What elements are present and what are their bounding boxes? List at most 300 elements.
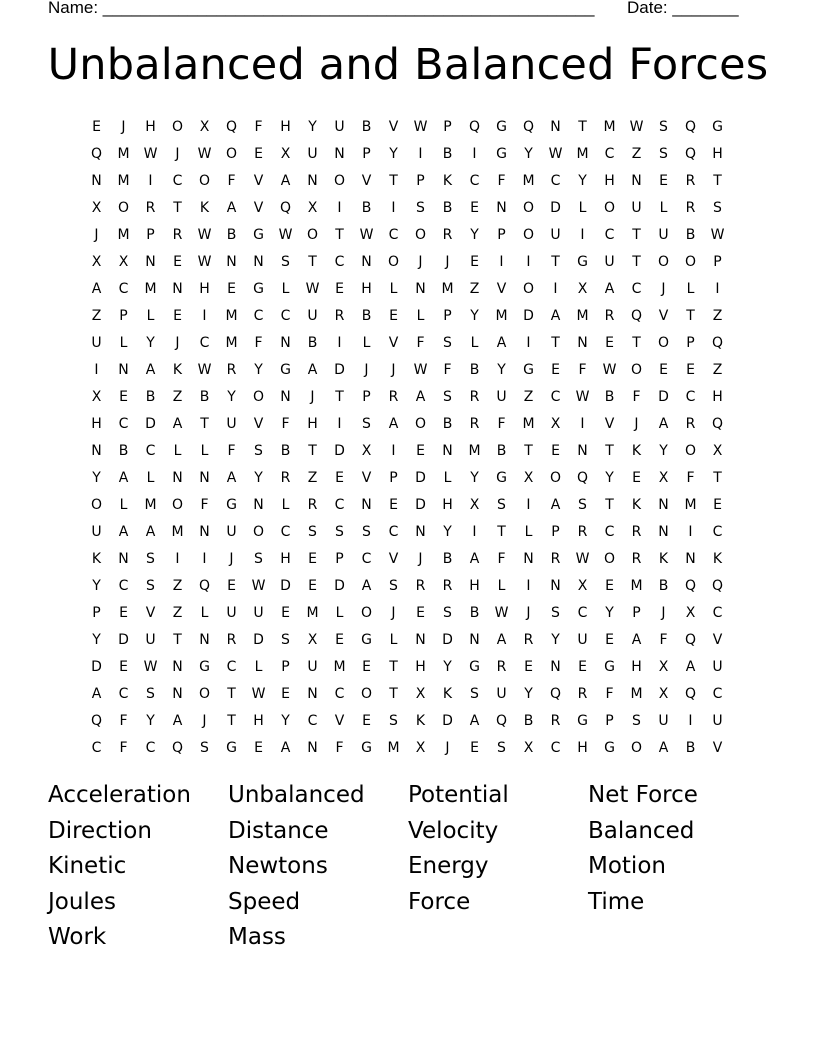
grid-letter: H xyxy=(712,388,723,405)
grid-letter: I xyxy=(688,523,693,540)
grid-letter: M xyxy=(441,280,454,297)
grid-letter: Y xyxy=(605,469,614,486)
grid-letter: S xyxy=(497,496,506,513)
grid-letter: G xyxy=(604,658,615,675)
grid-letter: C xyxy=(334,253,345,270)
grid-letter: O xyxy=(603,550,616,567)
grid-letter: Q xyxy=(279,199,292,216)
grid-letter: O xyxy=(360,604,373,621)
grid-letter: B xyxy=(442,415,453,432)
grid-letter: C xyxy=(361,550,372,567)
grid-letter: R xyxy=(577,523,588,540)
grid-letter: S xyxy=(713,199,722,216)
grid-letter: F xyxy=(497,550,506,567)
grid-letter: X xyxy=(91,388,102,405)
grid-letter: I xyxy=(688,712,693,729)
grid-letter: G xyxy=(253,280,264,297)
grid-letter: U xyxy=(496,388,507,405)
grid-letter: M xyxy=(630,685,643,702)
grid-letter: Z xyxy=(307,469,318,486)
grid-letter: N xyxy=(145,253,156,270)
grid-letter: G xyxy=(604,739,615,756)
grid-letter: O xyxy=(684,442,697,459)
grid-letter: C xyxy=(550,739,561,756)
grid-letter: D xyxy=(118,631,129,648)
grid-letter: C xyxy=(712,523,723,540)
word-list-item: Energy xyxy=(408,853,489,879)
grid-letter: A xyxy=(469,550,480,567)
grid-letter: M xyxy=(603,118,616,135)
word-list-item: Motion xyxy=(588,853,666,879)
grid-letter: D xyxy=(145,415,156,432)
grid-letter: C xyxy=(280,307,291,324)
grid-letter: S xyxy=(146,550,155,567)
grid-letter: O xyxy=(603,199,616,216)
grid-letter: F xyxy=(443,361,452,378)
grid-letter: I xyxy=(526,496,531,513)
grid-letter: P xyxy=(497,226,506,243)
grid-letter: Y xyxy=(443,523,452,540)
grid-letter: Y xyxy=(470,469,479,486)
grid-letter: C xyxy=(550,388,561,405)
grid-letter: H xyxy=(577,739,588,756)
grid-letter: B xyxy=(658,577,669,594)
grid-letter: P xyxy=(389,469,398,486)
grid-letter: R xyxy=(550,712,561,729)
grid-letter: P xyxy=(443,118,452,135)
grid-letter: I xyxy=(337,415,342,432)
grid-letter: E xyxy=(551,442,560,459)
grid-letter: L xyxy=(335,604,344,621)
grid-letter: A xyxy=(172,415,183,432)
grid-letter: U xyxy=(307,658,318,675)
grid-letter: W xyxy=(197,145,212,162)
grid-letter: I xyxy=(202,307,207,324)
grid-letter: Q xyxy=(684,631,697,648)
grid-letter: J xyxy=(202,712,207,729)
grid-letter: H xyxy=(253,712,264,729)
grid-letter: P xyxy=(713,253,722,270)
grid-letter: Q xyxy=(711,415,724,432)
grid-letter: I xyxy=(391,199,396,216)
grid-letter: A xyxy=(280,739,291,756)
grid-letter: F xyxy=(605,685,614,702)
grid-letter: W xyxy=(197,226,212,243)
grid-letter: B xyxy=(685,226,696,243)
grid-letter: S xyxy=(146,577,155,594)
grid-letter: E xyxy=(227,577,236,594)
grid-letter: T xyxy=(713,469,722,486)
grid-letter: R xyxy=(442,226,453,243)
grid-letter: D xyxy=(442,712,453,729)
grid-letter: J xyxy=(661,604,666,621)
grid-letter: L xyxy=(416,307,425,324)
grid-letter: H xyxy=(280,550,291,567)
grid-letter: T xyxy=(497,523,506,540)
grid-letter: V xyxy=(712,631,723,648)
grid-letter: R xyxy=(280,469,291,486)
grid-letter: X xyxy=(469,496,480,513)
grid-letter: G xyxy=(523,361,534,378)
grid-letter: O xyxy=(522,280,535,297)
grid-letter: F xyxy=(254,118,263,135)
grid-letter: C xyxy=(334,685,345,702)
grid-letter: C xyxy=(307,712,318,729)
word-list-item: Mass xyxy=(228,924,286,950)
word-list-item: Newtons xyxy=(228,853,328,879)
grid-letter: R xyxy=(334,307,345,324)
grid-letter: C xyxy=(118,577,129,594)
grid-letter: N xyxy=(199,523,210,540)
header xyxy=(0,0,816,20)
grid-letter: R xyxy=(685,199,696,216)
grid-letter: V xyxy=(388,550,399,567)
grid-letter: J xyxy=(445,253,450,270)
grid-letter: F xyxy=(578,361,587,378)
grid-letter: B xyxy=(361,199,372,216)
grid-letter: S xyxy=(443,388,452,405)
grid-letter: F xyxy=(335,739,344,756)
word-list-item: Force xyxy=(408,888,471,915)
grid-letter: N xyxy=(199,469,210,486)
grid-letter: I xyxy=(715,280,720,297)
grid-letter: D xyxy=(334,442,345,459)
grid-letter: E xyxy=(335,280,344,297)
grid-letter: X xyxy=(415,685,426,702)
grid-letter: E xyxy=(308,577,317,594)
grid-letter: A xyxy=(118,469,129,486)
grid-letter: W xyxy=(143,658,158,675)
grid-letter: L xyxy=(389,280,398,297)
grid-letter: X xyxy=(415,739,426,756)
grid-letter: E xyxy=(524,658,533,675)
grid-letter: A xyxy=(658,739,669,756)
grid-letter: S xyxy=(497,739,506,756)
grid-letter: I xyxy=(499,253,504,270)
grid-letter: N xyxy=(280,388,291,405)
grid-letter: B xyxy=(118,442,129,459)
grid-letter: U xyxy=(91,523,102,540)
grid-letter: C xyxy=(118,415,129,432)
grid-letter: A xyxy=(604,280,615,297)
grid-letter: E xyxy=(254,145,263,162)
grid-letter: U xyxy=(253,604,264,621)
grid-letter: E xyxy=(119,604,128,621)
grid-letter: L xyxy=(659,199,668,216)
grid-letter: S xyxy=(416,199,425,216)
grid-letter: T xyxy=(389,172,398,189)
grid-letter: J xyxy=(364,361,369,378)
grid-letter: O xyxy=(522,199,535,216)
grid-letter: V xyxy=(604,415,615,432)
grid-letter: R xyxy=(550,550,561,567)
grid-letter: R xyxy=(307,496,318,513)
grid-letter: N xyxy=(550,118,561,135)
grid-letter: N xyxy=(415,631,426,648)
grid-letter: J xyxy=(121,118,126,135)
grid-letter: E xyxy=(119,388,128,405)
grid-letter: P xyxy=(362,145,371,162)
grid-letter: F xyxy=(659,631,668,648)
grid-letter: V xyxy=(712,739,723,756)
grid-letter: Y xyxy=(551,631,560,648)
grid-letter: J xyxy=(661,280,666,297)
grid-letter: O xyxy=(684,253,697,270)
grid-letter: S xyxy=(281,253,290,270)
grid-letter: B xyxy=(226,226,237,243)
grid-letter: D xyxy=(334,577,345,594)
grid-letter: H xyxy=(145,118,156,135)
word-list-item: Work xyxy=(48,924,107,950)
grid-letter: R xyxy=(685,172,696,189)
grid-letter: N xyxy=(199,631,210,648)
grid-letter: B xyxy=(361,118,372,135)
grid-letter: V xyxy=(253,415,264,432)
grid-letter: U xyxy=(226,415,237,432)
grid-letter: D xyxy=(442,631,453,648)
grid-letter: W xyxy=(251,685,266,702)
grid-letter: P xyxy=(632,604,641,621)
grid-letter: T xyxy=(173,199,182,216)
grid-letter: A xyxy=(307,361,318,378)
grid-letter: X xyxy=(658,685,669,702)
grid-letter: M xyxy=(333,658,346,675)
grid-letter: Q xyxy=(495,712,508,729)
grid-letter: Y xyxy=(146,334,155,351)
grid-letter: I xyxy=(472,145,477,162)
grid-letter: N xyxy=(685,550,696,567)
grid-letter: P xyxy=(146,226,155,243)
grid-letter: U xyxy=(631,199,642,216)
grid-letter: F xyxy=(227,442,236,459)
grid-letter: M xyxy=(630,577,643,594)
grid-letter: F xyxy=(416,334,425,351)
grid-letter: Q xyxy=(90,712,103,729)
grid-letter: I xyxy=(553,280,558,297)
grid-letter: N xyxy=(172,658,183,675)
grid-letter: Y xyxy=(254,361,263,378)
grid-letter: H xyxy=(307,415,318,432)
grid-letter: C xyxy=(604,145,615,162)
grid-letter: E xyxy=(686,361,695,378)
grid-letter: E xyxy=(362,712,371,729)
grid-letter: W xyxy=(251,577,266,594)
grid-letter: I xyxy=(472,523,477,540)
grid-letter: Q xyxy=(171,739,184,756)
grid-letter: W xyxy=(359,226,374,243)
grid-letter: I xyxy=(526,334,531,351)
grid-letter: B xyxy=(685,739,696,756)
grid-letter: E xyxy=(254,739,263,756)
grid-letter: S xyxy=(200,739,209,756)
grid-letter: Q xyxy=(225,118,238,135)
grid-letter: S xyxy=(362,523,371,540)
grid-letter: K xyxy=(91,550,102,567)
grid-letter: Y xyxy=(92,469,101,486)
grid-letter: F xyxy=(686,469,695,486)
grid-letter: J xyxy=(175,334,180,351)
grid-letter: L xyxy=(443,469,452,486)
grid-letter: O xyxy=(360,685,373,702)
grid-letter: N xyxy=(550,577,561,594)
grid-letter: O xyxy=(252,388,265,405)
grid-letter: K xyxy=(199,199,210,216)
grid-letter: O xyxy=(414,415,427,432)
grid-letter: L xyxy=(146,469,155,486)
grid-letter: G xyxy=(361,739,372,756)
grid-letter: A xyxy=(469,712,480,729)
grid-letter: H xyxy=(415,658,426,675)
grid-letter: P xyxy=(281,658,290,675)
grid-letter: Q xyxy=(90,145,103,162)
grid-letter: C xyxy=(253,307,264,324)
grid-letter: R xyxy=(631,550,642,567)
grid-letter: Q xyxy=(198,577,211,594)
grid-letter: I xyxy=(418,145,423,162)
grid-letter: A xyxy=(550,307,561,324)
grid-letter: P xyxy=(335,550,344,567)
grid-letter: C xyxy=(118,685,129,702)
grid-letter: F xyxy=(227,172,236,189)
grid-letter: L xyxy=(254,658,263,675)
grid-letter: F xyxy=(281,415,290,432)
grid-letter: X xyxy=(577,280,588,297)
grid-letter: Q xyxy=(549,685,562,702)
grid-letter: Y xyxy=(92,577,101,594)
grid-letter: L xyxy=(281,280,290,297)
grid-letter: M xyxy=(522,415,535,432)
grid-letter: M xyxy=(306,604,319,621)
grid-letter: F xyxy=(254,334,263,351)
grid-letter: G xyxy=(253,226,264,243)
grid-letter: C xyxy=(712,604,723,621)
grid-letter: P xyxy=(686,334,695,351)
grid-letter: Z xyxy=(469,280,480,297)
grid-letter: S xyxy=(254,442,263,459)
grid-letter: S xyxy=(389,712,398,729)
grid-letter: E xyxy=(659,172,668,189)
grid-letter: S xyxy=(632,712,641,729)
grid-letter: D xyxy=(91,658,102,675)
grid-letter: Y xyxy=(281,712,290,729)
grid-letter: B xyxy=(361,307,372,324)
grid-letter: M xyxy=(144,496,157,513)
grid-letter: F xyxy=(632,388,641,405)
grid-letter: E xyxy=(470,739,479,756)
grid-letter: C xyxy=(631,280,642,297)
grid-letter: T xyxy=(173,631,182,648)
grid-letter: R xyxy=(469,388,480,405)
grid-letter: R xyxy=(577,685,588,702)
grid-letter: L xyxy=(389,631,398,648)
grid-letter: L xyxy=(578,199,587,216)
grid-letter: A xyxy=(631,631,642,648)
grid-letter: T xyxy=(389,658,398,675)
grid-letter: O xyxy=(333,172,346,189)
grid-letter: U xyxy=(577,631,588,648)
grid-letter: R xyxy=(631,523,642,540)
grid-letter: N xyxy=(550,658,561,675)
grid-letter: J xyxy=(526,604,531,621)
grid-letter: R xyxy=(496,658,507,675)
grid-letter: V xyxy=(388,334,399,351)
grid-letter: P xyxy=(551,523,560,540)
page-title: Unbalanced and Balanced Forces xyxy=(47,40,769,90)
grid-letter: A xyxy=(172,712,183,729)
grid-letter: Q xyxy=(576,469,589,486)
grid-letter: M xyxy=(225,334,238,351)
grid-letter: O xyxy=(387,253,400,270)
grid-letter: C xyxy=(550,172,561,189)
grid-letter: R xyxy=(226,361,237,378)
grid-letter: Z xyxy=(523,388,534,405)
grid-letter: Y xyxy=(308,118,317,135)
grid-letter: G xyxy=(469,658,480,675)
grid-letter: W xyxy=(305,280,320,297)
grid-letter: I xyxy=(202,550,207,567)
grid-letter: Q xyxy=(684,577,697,594)
grid-letter: B xyxy=(604,388,615,405)
grid-letter: B xyxy=(199,388,210,405)
grid-letter: Q xyxy=(468,118,481,135)
grid-letter: D xyxy=(280,577,291,594)
grid-letter: A xyxy=(145,361,156,378)
grid-letter: P xyxy=(443,307,452,324)
word-list-item: Balanced xyxy=(588,817,695,844)
grid-letter: N xyxy=(658,523,669,540)
grid-letter: E xyxy=(470,199,479,216)
grid-letter: E xyxy=(605,577,614,594)
grid-letter: I xyxy=(526,253,531,270)
grid-letter: F xyxy=(200,496,209,513)
grid-letter: Y xyxy=(578,172,587,189)
grid-letter: A xyxy=(91,280,102,297)
grid-letter: H xyxy=(280,118,291,135)
grid-letter: K xyxy=(712,550,723,567)
grid-letter: J xyxy=(391,361,396,378)
grid-letter: O xyxy=(171,118,184,135)
grid-letter: N xyxy=(361,496,372,513)
grid-letter: S xyxy=(254,550,263,567)
grid-letter: U xyxy=(334,118,345,135)
grid-letter: C xyxy=(91,739,102,756)
grid-letter: O xyxy=(306,226,319,243)
grid-letter: R xyxy=(226,631,237,648)
grid-letter: Y xyxy=(254,469,263,486)
grid-letter: C xyxy=(604,226,615,243)
grid-letter: O xyxy=(549,469,562,486)
grid-letter: D xyxy=(658,388,669,405)
grid-letter: N xyxy=(442,442,453,459)
grid-letter: U xyxy=(91,334,102,351)
grid-letter: Y xyxy=(470,226,479,243)
grid-letter: C xyxy=(334,496,345,513)
grid-letter: O xyxy=(657,253,670,270)
grid-letter: N xyxy=(334,145,345,162)
grid-letter: X xyxy=(307,199,318,216)
grid-letter: T xyxy=(227,712,236,729)
grid-letter: K xyxy=(658,550,669,567)
grid-letter: T xyxy=(308,442,317,459)
grid-letter: E xyxy=(335,469,344,486)
grid-letter: R xyxy=(145,199,156,216)
grid-letter: H xyxy=(604,172,615,189)
grid-letter: H xyxy=(361,280,372,297)
grid-letter: N xyxy=(658,496,669,513)
grid-letter: P xyxy=(605,712,614,729)
grid-letter: U xyxy=(712,658,723,675)
grid-letter: J xyxy=(94,226,99,243)
